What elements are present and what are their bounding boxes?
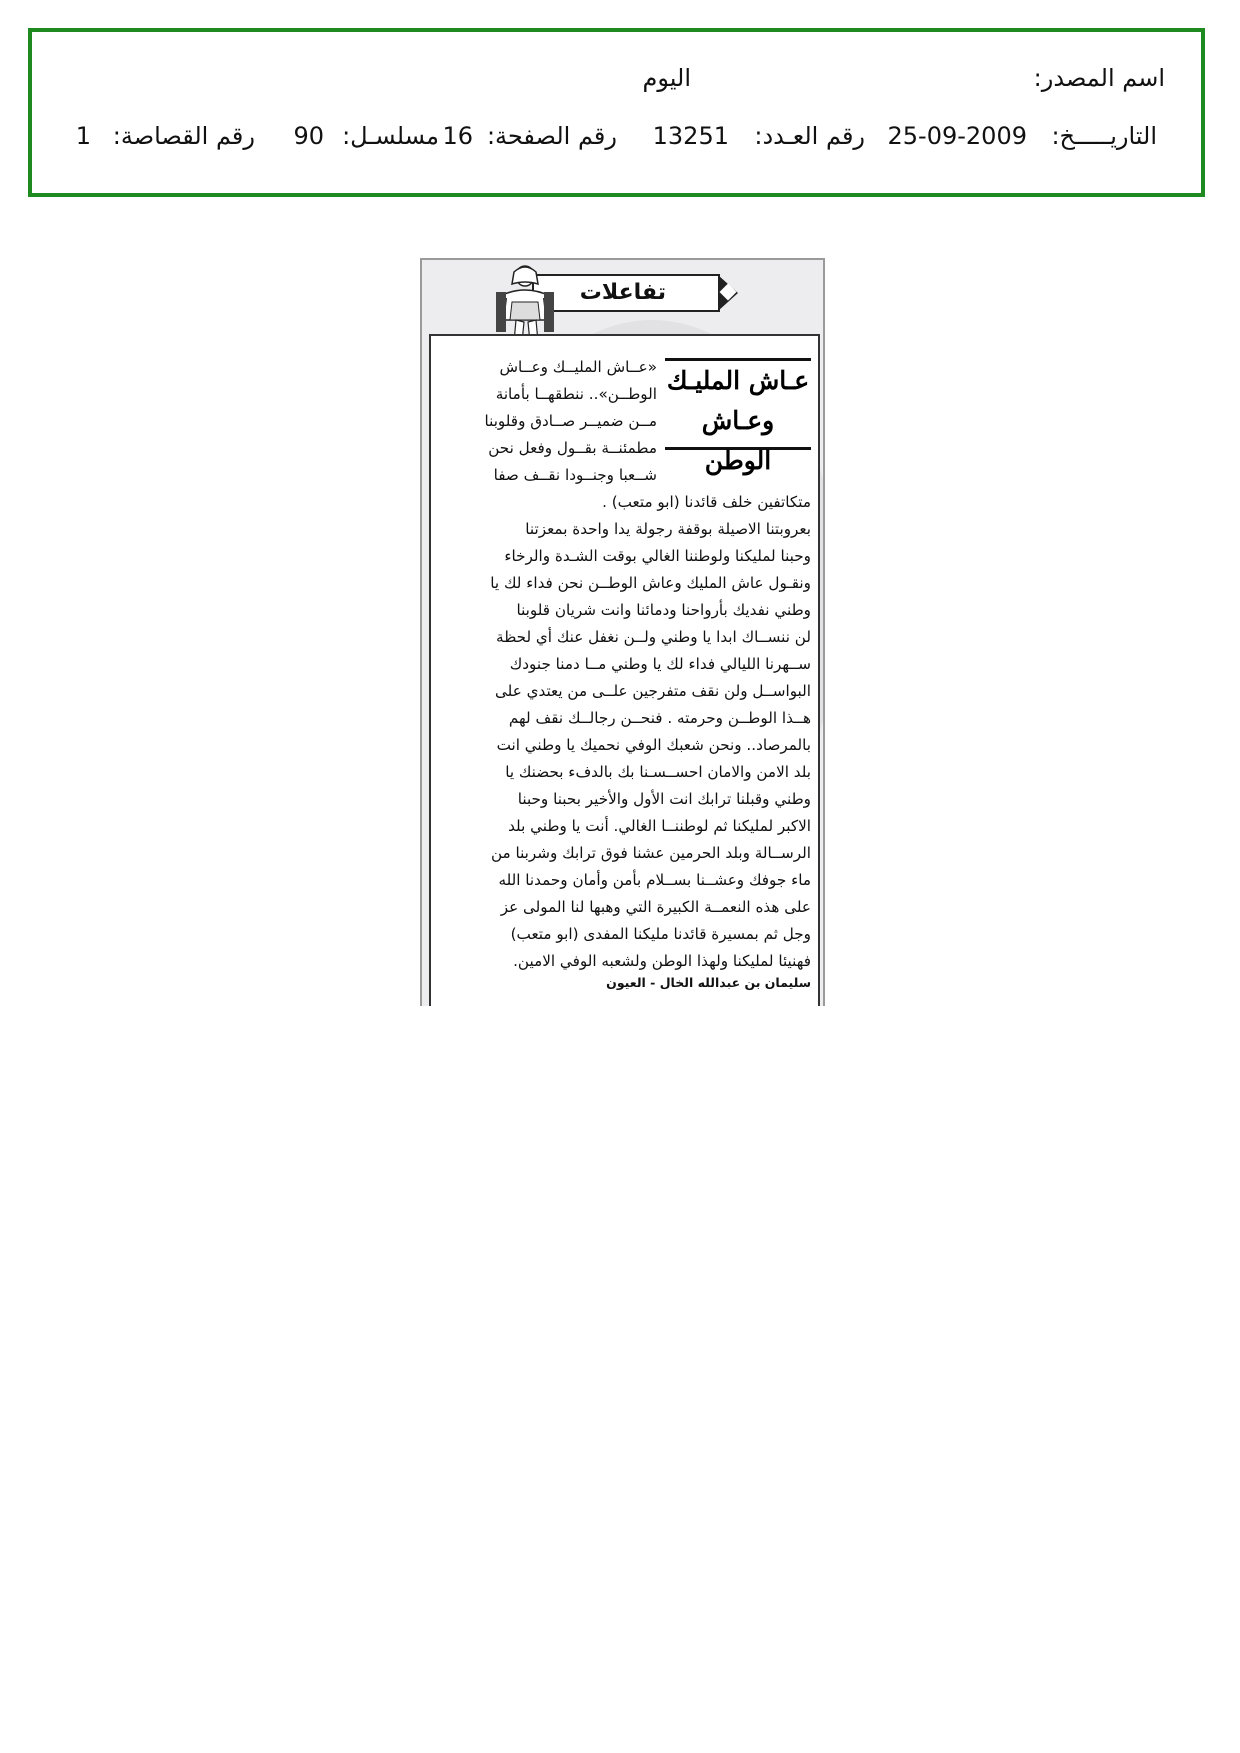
body-line: على هذه النعمــة الكبيرة التي وهبها لنا المولى عز — [500, 898, 811, 916]
body-line: وطني نفديك بأرواحنا ودمائنا وانت شريان قلوبنا — [516, 601, 811, 619]
lead-line: مــن ضميــر صــادق وقلوبنا — [484, 412, 657, 430]
body-line: الاكبر لمليكنا ثم لوطننــا الغالي. أنت يا وطني بلد — [508, 817, 811, 835]
newspaper-clipping — [420, 258, 825, 1006]
article-byline: سليمان بن عبدالله الخال - العيون — [606, 975, 811, 990]
body-line: بعروبتنا الاصيلة بوقفة رجولة يدا واحدة بمعزتنا — [525, 520, 811, 538]
section-title: تفاعلات — [579, 280, 666, 305]
body-line: وطني وقبلنا ترابك انت الأول والأخير بحبنا وحبنا — [517, 790, 811, 808]
serial-value: 90 — [293, 122, 324, 150]
issue-label: رقم العـدد: — [754, 122, 865, 150]
body-line: وجل ثم بمسيرة قائدنا مليكنا المفدى (ابو متعب) — [510, 925, 811, 943]
lead-line: «عــاش المليــك وعــاش — [499, 358, 657, 376]
article-lead — [441, 354, 657, 489]
body-line: وحبنا لمليكنا ولوطننا الغالي بوقت الشـدة والرخاء — [504, 547, 811, 565]
body-line: ســهرنا الليالي فداء لك يا وطني مــا دمنا جنودك — [509, 655, 811, 673]
body-line: البواســل ولن نقف متفرجين علــى من يعتدي على — [495, 682, 811, 700]
body-line: هــذا الوطــن وحرمته . فنحــن رجالــك نقف لهم — [508, 709, 811, 727]
lead-line: شــعبا وجنــودا نقــف صفا — [493, 466, 657, 484]
body-line: فهنيئا لمليكنا ولهذا الوطن ولشعبه الوفي الامين. — [513, 952, 811, 970]
issue-value: 13251 — [652, 122, 729, 150]
date-label: التاريـــــخ: — [1051, 122, 1157, 150]
metadata-row-source — [32, 58, 1201, 98]
body-line: بلد الامن والامان احســسـنا بك بالدفء بحضنك يا — [505, 763, 811, 781]
body-line: الرســالة وبلد الحرمين عشنا فوق ترابك وشربنا من — [490, 844, 811, 862]
article-headline — [665, 358, 811, 475]
body-line: متكاتفين خلف قائدنا (ابو متعب) . — [602, 493, 811, 511]
article-frame — [429, 334, 820, 1006]
date-value: 25-09-2009 — [887, 122, 1027, 150]
body-line: ماء جوفك وعشــنا بســلام بأمن وأمان وحمدنا الله — [498, 871, 811, 889]
headline-line-1: عـاش المليـك — [666, 366, 810, 395]
clip-number-value: 1 — [75, 122, 91, 150]
metadata-row-details — [32, 116, 1201, 156]
source-value: اليوم — [642, 64, 691, 92]
article-body — [441, 489, 811, 975]
lead-line: مطمئنــة بقــول وفعل نحن — [488, 439, 657, 457]
lead-line: الوطــن».. ننطقهــا بأمانة — [495, 385, 657, 403]
body-line: لن ننســاك ابدا يا وطني ولــن نغفل عنك أي لحظة — [496, 628, 811, 646]
body-line: ونقـول عاش المليك وعاش الوطــن نحن فداء لك يا — [490, 574, 811, 592]
headline-line-2: وعـاش الوطن — [701, 406, 775, 475]
source-label: اسم المصدر: — [1033, 64, 1165, 92]
clip-number-label: رقم القصاصة: — [112, 122, 255, 150]
serial-label: مسلسـل: — [342, 122, 439, 150]
body-line: بالمرصاد.. ونحن شعبك الوفي نحميك يا وطني انت — [496, 736, 811, 754]
page-label: رقم الصفحة: — [486, 122, 617, 150]
page-value: 16 — [442, 122, 473, 150]
clipping-metadata-box — [28, 28, 1205, 197]
